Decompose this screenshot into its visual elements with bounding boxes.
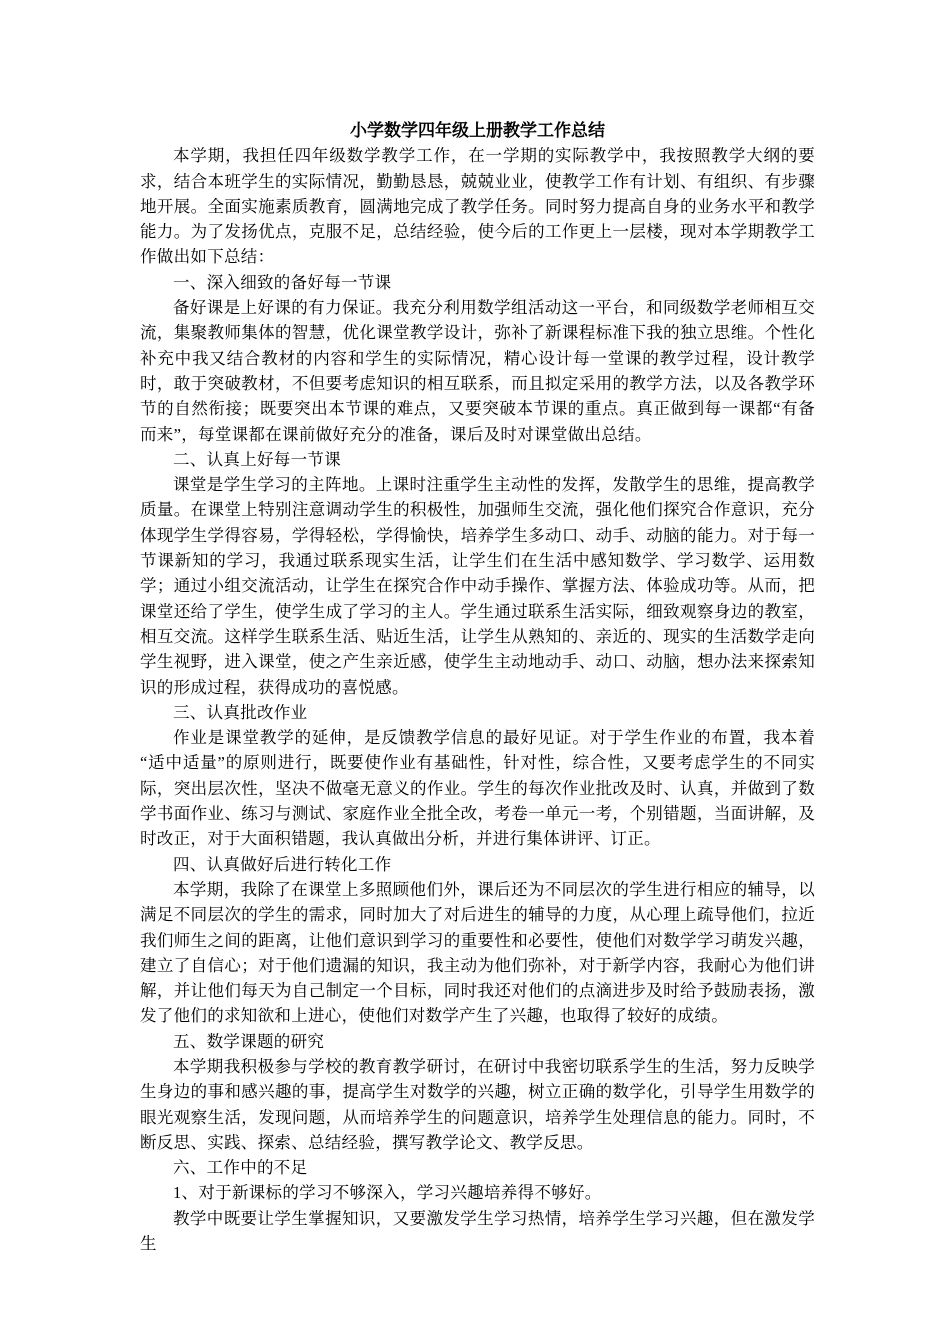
paragraph: 本学期，我担任四年级数学教学工作，在一学期的实际教学中，我按照教学大纲的要求，结合本班学生的实际情况，勤勤恳恳，兢兢业业，使教学工作有计划、有组织、有步骤地开展。全面实施素质教育，圆满地完成了教学任务。同时努力提高自身的业务水平和教学能力。为了发扬优点，克服不足，总结经验，使今后的工作更上一层楼，现对本学期教学工作做出如下总结： (140, 146, 815, 267)
paragraph: 作业是课堂教学的延伸，是反馈教学信息的最好见证。对于学生作业的布置，我本着“适中适量”的原则进行，既要使作业有基础性，针对性，综合性，又要考虑学生的不同实际，突出层次性，坚决不做毫无意义的作业。学生的每次作业批改及时、认真，并做到了数学书面作业、练习与测试、家庭作业全批全改，考卷一单元一考，个别错题，当面讲解，及时改正，对于大面积错题，我认真做出分析，并进行集体讲评、订正。 (140, 728, 815, 849)
paragraph: 五、数学课题的研究 (173, 1031, 325, 1051)
paragraph: 三、认真批改作业 (173, 702, 308, 722)
paragraph: 教学中既要让学生掌握知识，又要激发学生学习热情，培养学生学习兴趣，但在激发学生 (140, 1208, 815, 1254)
paragraph: 本学期我积极参与学校的教育教学研讨，在研讨中我密切联系学生的生活，努力反映学生身边的事和感兴趣的事，提高学生对数学的兴趣，树立正确的数学化，引导学生用数学的眼光观察生活，发现问题，从而培养学生的问题意识，培养学生处理信息的能力。同时，不断反思、实践、探索、总结经验，撰写教学论文、教学反思。 (140, 1056, 815, 1152)
paragraph: 四、认真做好后进行转化工作 (173, 854, 392, 874)
document-title: 小学数学四年级上册教学工作总结 (350, 121, 605, 140)
paragraph: 课堂是学生学习的主阵地。上课时注重学生主动性的发挥，发散学生的思维，提高教学质量。在课堂上特别注意调动学生的积极性，加强师生交流，强化他们探究合作意识，充分体现学生学得容易，学得轻松，学得愉快，培养学生多动口、动手、动脑的能力。对于每一节课新知的学习，我通过联系现实生活，让学生们在生活中感知数学、学习数学、运用数学；通过小组交流活动，让学生在探究合作中动手操作、掌握方法、体验成功等。从而，把课堂还给了学生，使学生成了学习的主人。学生通过联系生活实际，细致观察身边的教室，相互交流。这样学生联系生活、贴近生活，让学生从熟知的、亲近的、现实的生活数学走向学生视野，进入课堂，使之产生亲近感，使学生主动地动手、动口、动脑，想办法来探索知识的形成过程，获得成功的喜悦感。 (140, 475, 815, 697)
paragraph: 一、深入细致的备好每一节课 (173, 272, 392, 292)
paragraph: 备好课是上好课的有力保证。我充分利用数学组活动这一平台，和同级数学老师相互交流，集聚教师集体的智慧，优化课堂教学设计，弥补了新课程标准下我的独立思维。个性化补充中我又结合教材的内容和学生的实际情况，精心设计每一堂课的教学过程，设计教学时，敢于突破教材，不但要考虑知识的相互联系，而且拟定采用的教学方法，以及各教学环节的自然衔接；既要突出本节课的难点，又要突破本节课的重点。真正做到每一课都“有备而来”，每堂课都在课前做好充分的准备，课后及时对课堂做出总结。 (140, 298, 815, 444)
paragraph: 六、工作中的不足 (173, 1158, 308, 1178)
paragraph: 本学期，我除了在课堂上多照顾他们外，课后还为不同层次的学生进行相应的辅导，以满足不同层次的学生的需求，同时加大了对后进生的辅导的力度，从心理上疏导他们，拉近我们师生之间的距离，让他们意识到学习的重要性和必要性，使他们对数学学习萌发兴趣，建立了自信心；对于他们遗漏的知识，我主动为他们弥补，对于新学内容，我耐心为他们讲解，并让他们每天为自己制定一个目标，同时我还对他们的点滴进步及时给予鼓励表扬，激发了他们的求知欲和上进心，使他们对数学产生了兴趣，也取得了较好的成绩。 (140, 879, 815, 1026)
paragraph: 1、对于新课标的学习不够深入，学习兴趣培养得不够好。 (173, 1183, 602, 1203)
document-body (140, 143, 815, 1256)
paragraph: 二、认真上好每一节课 (173, 449, 341, 469)
